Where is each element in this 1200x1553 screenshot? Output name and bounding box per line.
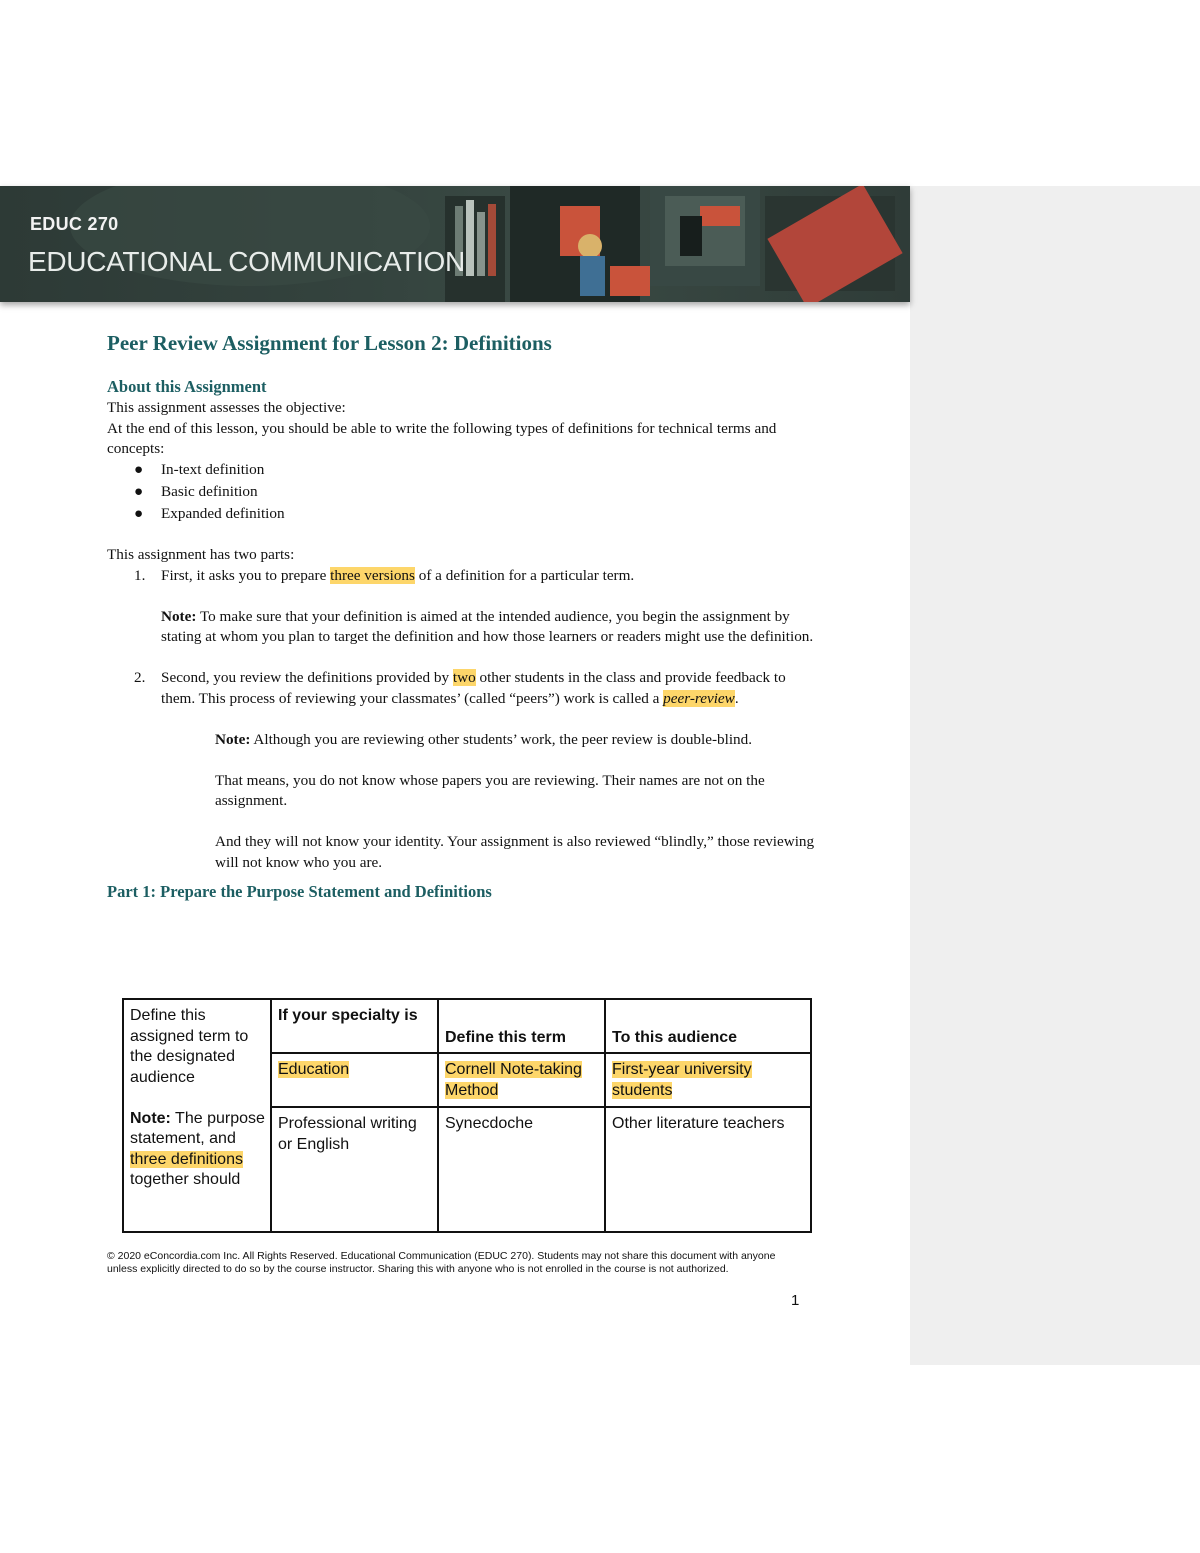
part-two: 2. Second, you review the definitions provided by two other students in the class and provide feedback to them. This process of reviewing your classmates’ (called “peers”) work is called a peer-review. [134, 669, 786, 707]
highlight: three definitions [130, 1150, 243, 1168]
highlight: peer-review [663, 689, 735, 707]
table-row [123, 999, 811, 1053]
objective-intro: This assignment assesses the objective: [107, 399, 346, 416]
list-item: ● Expanded definition [134, 504, 285, 522]
course-code: EDUC 270 [30, 214, 119, 234]
part-one: 1. First, it asks you to prepare three versions of a definition for a particular term. [134, 566, 635, 584]
part-two-note: Note: Although you are reviewing other students’ work, the peer review is double-blind. [215, 730, 753, 748]
course-banner [0, 186, 910, 302]
part-one-note: Note: To make sure that your definition is aimed at the intended audience, you begin the assignment by stating at whom you plan to target the definition and how those learners or readers might use the definition. [161, 607, 814, 645]
table-cell: Cornell Note-taking Method [438, 1053, 605, 1107]
part1-heading: Part 1: Prepare the Purpose Statement and Definitions [107, 882, 492, 901]
table-cell: Professional writing or English [271, 1107, 438, 1232]
comment-margin-pane [910, 186, 1200, 1365]
table-cell: Synecdoche [438, 1107, 605, 1232]
header-term: Define this term [438, 999, 605, 1053]
parts-list [107, 566, 817, 587]
table-cell: Other literature teachers [605, 1107, 811, 1232]
about-heading: About this Assignment [107, 377, 267, 396]
table-cell: First-year university students [605, 1053, 811, 1107]
part-two-para2: That means, you do not know whose papers you are reviewing. Their names are not on the assignment. [215, 771, 765, 809]
copyright-footer: © 2020 eConcordia.com Inc. All Rights Reserved. Educational Communication (EDUC 270). Students may not share this document with anyone unless explicitly directed to do so by the course instructor. Sharing this with anyone who is not enrolled in the course is not authorized. [107, 1250, 776, 1275]
table-cell: Education [271, 1053, 438, 1107]
highlight: two [452, 669, 476, 686]
parts-list-2 [107, 668, 817, 709]
document-body [107, 330, 817, 903]
highlight: three versions [330, 566, 415, 584]
list-item: ● In-text definition [134, 460, 265, 478]
course-name: EDUCATIONAL COMMUNICATION [28, 246, 465, 277]
page-title: Peer Review Assignment for Lesson 2: Definitions [107, 331, 552, 355]
page-number: 1 [791, 1292, 800, 1309]
definitions-table [122, 998, 812, 1233]
definition-types-list [107, 460, 817, 525]
header-audience: To this audience [605, 999, 811, 1053]
banner-illustration [0, 186, 910, 302]
part-two-para3: And they will not know your identity. Your assignment is also reviewed “blindly,” those reviewing will not know who you are. [215, 833, 815, 871]
list-item: ● Basic definition [134, 482, 258, 500]
objective-text: At the end of this lesson, you should be able to write the following types of definitions for technical terms and concepts: [107, 419, 777, 457]
parts-intro: This assignment has two parts: [107, 546, 295, 563]
header-specialty: If your specialty is [271, 999, 438, 1053]
table-instructions-cell: Define this assigned term to the designated audience Note: The purpose statement, and three definitions together should [123, 999, 271, 1232]
